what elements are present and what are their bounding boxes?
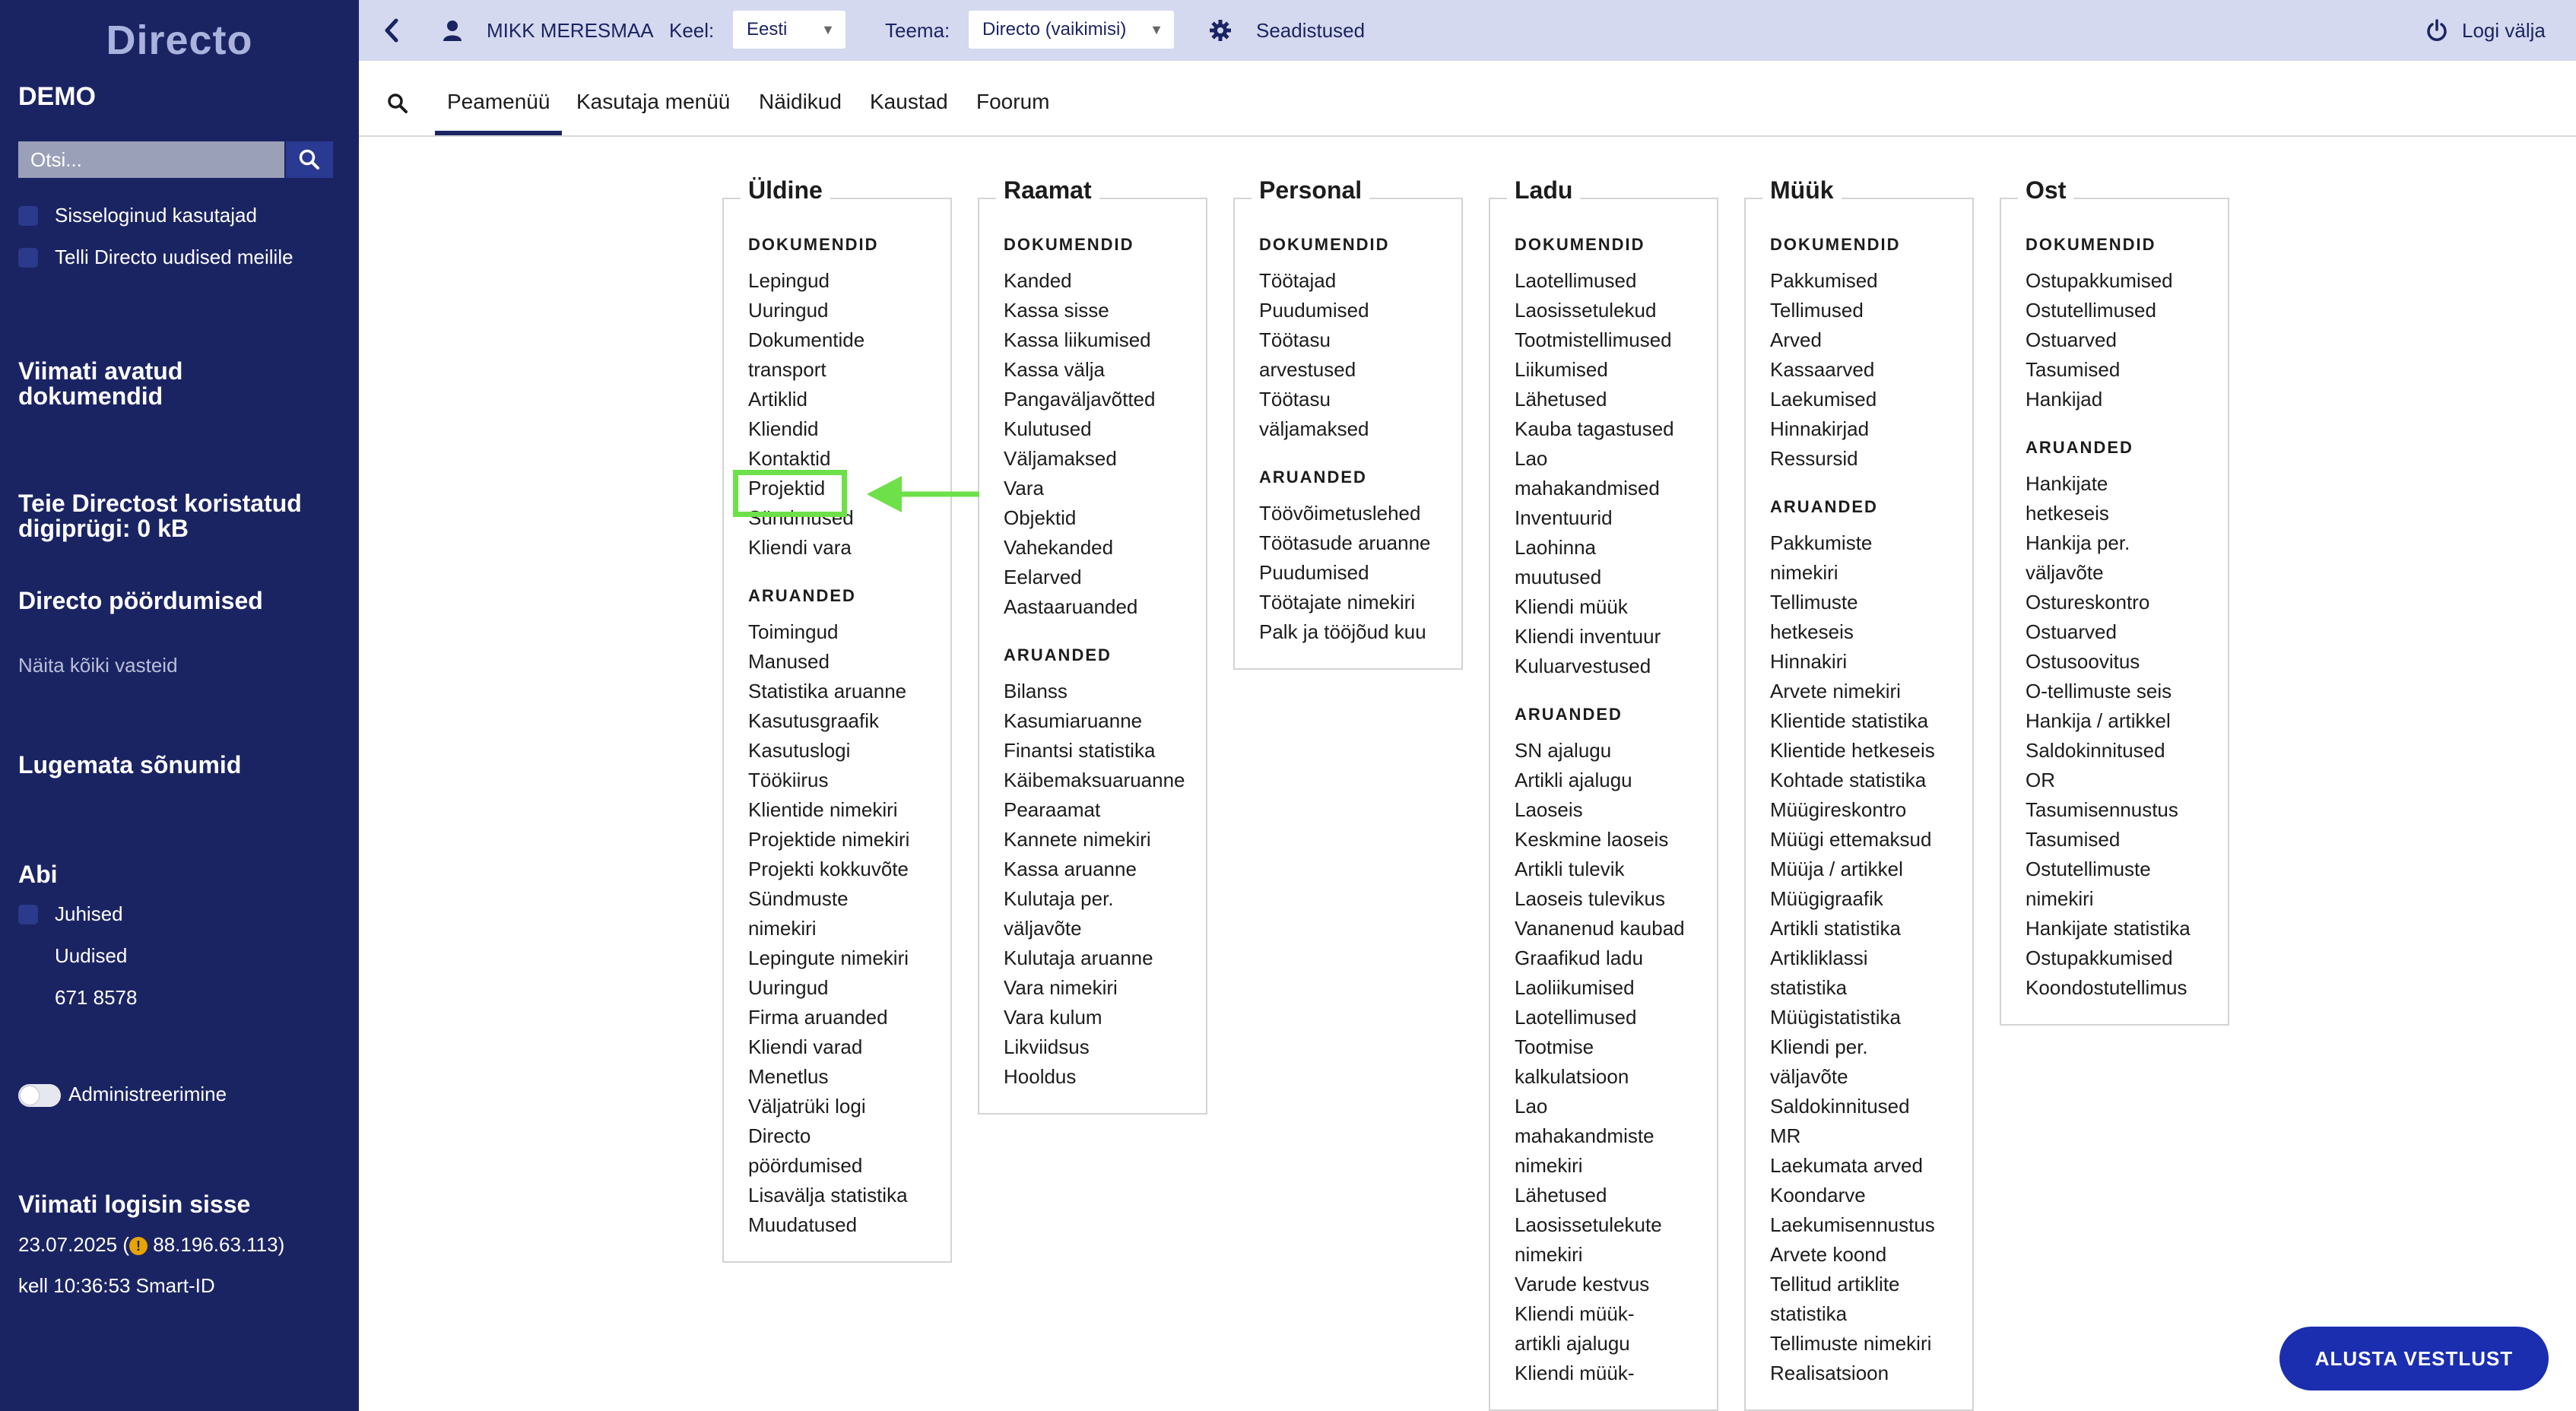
menu-item[interactable]: väljavõte bbox=[1004, 917, 1082, 940]
menu-item[interactable]: väljavõte bbox=[2026, 561, 2104, 584]
menu-item[interactable]: Töökiirus bbox=[748, 769, 829, 791]
menu-item[interactable]: nimekiri bbox=[2026, 887, 2094, 910]
search-icon bbox=[386, 92, 409, 115]
start-chat-button[interactable]: ALUSTA VESTLUST bbox=[2279, 1327, 2549, 1390]
help-guides-link[interactable] bbox=[18, 902, 123, 926]
menu-item[interactable]: OR bbox=[2026, 769, 2055, 791]
menu-item[interactable]: Kliendi müük- bbox=[1515, 1362, 1635, 1384]
menu-item[interactable]: Ostusoovitus bbox=[2026, 650, 2140, 673]
menu-item[interactable]: Firma aruanded bbox=[748, 1006, 888, 1029]
menu-item[interactable]: Vara bbox=[1004, 477, 1044, 499]
menu-item[interactable]: Ressursid bbox=[1770, 447, 1858, 470]
menu-item[interactable]: Hinnakiri bbox=[1770, 650, 1848, 673]
menu-item[interactable]: Palk ja tööjõud kuu bbox=[1259, 620, 1426, 643]
menu-item[interactable]: Müügireskontro bbox=[1770, 798, 1907, 821]
menu-item[interactable]: Tasumised bbox=[2026, 358, 2121, 381]
menu-item[interactable]: Laohinna bbox=[1515, 536, 1596, 559]
menu-item[interactable]: Töötajate nimekiri bbox=[1259, 591, 1416, 614]
menu-item[interactable]: Saldokinnitused bbox=[2026, 739, 2165, 762]
logout-link[interactable] bbox=[2425, 0, 2546, 61]
menu-item[interactable]: Arved bbox=[1770, 328, 1822, 351]
menu-item[interactable]: Kulutused bbox=[1004, 417, 1092, 440]
user-name[interactable]: MIKK MERESMAA bbox=[487, 18, 654, 42]
menu-item[interactable]: Kassa liikumised bbox=[1004, 328, 1151, 351]
help-news-link[interactable] bbox=[18, 944, 127, 968]
menu-item[interactable]: Kassaarved bbox=[1770, 358, 1875, 381]
menu-item[interactable]: nimekiri bbox=[1515, 1243, 1583, 1266]
section-heading: DOKUMENDID bbox=[1770, 235, 1901, 254]
menu-item[interactable]: Klientide hetkeseis bbox=[1770, 739, 1935, 762]
logged-in-users-label: Sisseloginud kasutajad bbox=[55, 204, 257, 227]
section-heading: DOKUMENDID bbox=[1004, 235, 1134, 254]
menu-item[interactable]: Hankijad bbox=[2026, 388, 2103, 411]
menu-item[interactable]: Laosissetulekud bbox=[1515, 299, 1657, 322]
menu-item[interactable]: Kliendi müük- bbox=[1515, 1302, 1635, 1325]
menu-item[interactable]: Kauba tagastused bbox=[1515, 417, 1674, 440]
section-heading: ARUANDED bbox=[1770, 497, 1878, 516]
help-phone-link[interactable] bbox=[18, 986, 137, 1010]
search-input[interactable]: Otsi... bbox=[18, 141, 284, 178]
menu-item[interactable]: Pangaväljavõtted bbox=[1004, 388, 1156, 411]
info-icon: ! bbox=[129, 1237, 148, 1255]
menu-item[interactable]: statistika bbox=[1770, 1302, 1848, 1325]
menu-item[interactable]: Toimingud bbox=[748, 620, 839, 643]
menu-item[interactable]: Sündmuste bbox=[748, 887, 849, 910]
menu-item[interactable]: Artikli statistika bbox=[1770, 917, 1901, 940]
phone-icon bbox=[18, 988, 38, 1008]
help-title: Abi bbox=[18, 861, 58, 888]
menu-item[interactable]: Müügistatistika bbox=[1770, 1006, 1901, 1029]
menu-item[interactable]: hetkeseis bbox=[2026, 502, 2109, 525]
column-title: Üldine bbox=[741, 176, 830, 205]
menu-item[interactable]: Artikli tulevik bbox=[1515, 858, 1625, 880]
menu-item[interactable]: Müügi ettemaksud bbox=[1770, 828, 1932, 851]
column-title: Müük bbox=[1762, 176, 1842, 205]
menu-item[interactable]: Keskmine laoseis bbox=[1515, 828, 1669, 851]
users-icon bbox=[18, 206, 38, 226]
language-select[interactable] bbox=[733, 11, 845, 49]
menu-item[interactable]: Arvete koond bbox=[1770, 1243, 1887, 1266]
news-icon bbox=[18, 946, 38, 966]
menu-item[interactable]: Hooldus bbox=[1004, 1065, 1077, 1088]
requests-link[interactable]: Näita kõiki vasteid bbox=[18, 654, 178, 677]
menu-item[interactable]: Projekti kokkuvõte bbox=[748, 858, 909, 880]
menu-item[interactable]: kalkulatsioon bbox=[1515, 1065, 1629, 1088]
book-icon bbox=[18, 905, 38, 924]
back-button[interactable] bbox=[382, 0, 401, 61]
menu-item[interactable]: Kulutaja aruanne bbox=[1004, 946, 1153, 969]
menu-item[interactable]: Lähetused bbox=[1515, 1184, 1607, 1206]
menu-item[interactable]: Manused bbox=[748, 650, 830, 673]
section-heading: ARUANDED bbox=[1004, 645, 1112, 664]
last-login-line bbox=[18, 1233, 284, 1257]
menu-item[interactable]: Laoliikumised bbox=[1515, 976, 1635, 999]
search-icon bbox=[298, 148, 321, 171]
menu-item[interactable]: hetkeseis bbox=[1770, 620, 1854, 643]
menu-item[interactable]: Hankijate bbox=[2026, 472, 2108, 495]
menu-item[interactable]: Kliendi vara bbox=[748, 536, 852, 559]
menu-item[interactable]: pöördumised bbox=[748, 1154, 863, 1177]
admin-toggle[interactable] bbox=[18, 1083, 227, 1107]
menu-item[interactable]: Finantsi statistika bbox=[1004, 739, 1156, 762]
menu-item[interactable]: Eelarved bbox=[1004, 566, 1082, 588]
language-label: Keel: bbox=[669, 18, 715, 42]
menu-item[interactable]: Ostupakkumised bbox=[2026, 269, 2173, 292]
menu-item[interactable]: Lepingud bbox=[748, 269, 830, 292]
column-title: Personal bbox=[1252, 176, 1369, 205]
menu-item[interactable]: Dokumentide bbox=[748, 328, 865, 351]
menu-item[interactable]: Realisatsioon bbox=[1770, 1362, 1889, 1384]
menu-item[interactable]: Bilanss bbox=[1004, 680, 1068, 702]
menu-item[interactable]: Ostutellimused bbox=[2026, 299, 2156, 322]
requests-title: Directo pöördumised bbox=[18, 587, 263, 614]
menu-item[interactable]: Lisavälja statistika bbox=[748, 1184, 908, 1206]
theme-value: Directo (vaikimisi) bbox=[982, 19, 1127, 40]
column-title: Ladu bbox=[1507, 176, 1580, 205]
menu-item[interactable]: Klientide nimekiri bbox=[748, 798, 898, 821]
section-heading: ARUANDED bbox=[2026, 438, 2133, 457]
admin-label: Administreerimine bbox=[68, 1083, 227, 1105]
menu-item[interactable]: Kasutusgraafik bbox=[748, 709, 879, 732]
menu-item[interactable]: Varude kestvus bbox=[1515, 1273, 1650, 1295]
section-heading: DOKUMENDID bbox=[748, 235, 879, 254]
tab-folders[interactable]: Kaustad bbox=[870, 90, 948, 113]
menu-item[interactable]: Laosissetulekute bbox=[1515, 1213, 1662, 1236]
menu-item[interactable]: Laekumata arved bbox=[1770, 1154, 1923, 1177]
menu-item[interactable]: Vara nimekiri bbox=[1004, 976, 1118, 999]
menu-item[interactable]: mahakandmiste bbox=[1515, 1124, 1654, 1147]
menu-item[interactable]: Menetlus bbox=[748, 1065, 829, 1088]
menu-item[interactable]: Graafikud ladu bbox=[1515, 946, 1644, 969]
menu-item[interactable]: Directo bbox=[748, 1124, 811, 1147]
menu-item[interactable]: Koondostutellimus bbox=[2026, 976, 2187, 999]
language-value: Eesti bbox=[747, 19, 788, 40]
menu-item[interactable]: Vara kulum bbox=[1004, 1006, 1102, 1029]
menu-item[interactable]: muutused bbox=[1515, 566, 1602, 588]
menu-item[interactable]: Tootmise bbox=[1515, 1035, 1594, 1058]
help-guides-label: Juhised bbox=[55, 902, 123, 925]
menu-item[interactable]: MR bbox=[1770, 1124, 1801, 1147]
menu-column-uldine bbox=[722, 176, 952, 1263]
search-toggle[interactable] bbox=[386, 61, 409, 135]
section-heading: ARUANDED bbox=[1515, 705, 1623, 724]
menu-item[interactable]: Ostureskontro bbox=[2026, 591, 2150, 614]
menu-item[interactable]: Kassa sisse bbox=[1004, 299, 1109, 322]
menu-item[interactable]: Pakkumised bbox=[1770, 269, 1878, 292]
newsletter-link[interactable] bbox=[18, 246, 293, 269]
menu-item[interactable]: Laotellimused bbox=[1515, 269, 1637, 292]
recent-docs-title: Viimati avatud dokumendid bbox=[18, 357, 183, 410]
menu-item[interactable]: Hankija per. bbox=[2026, 531, 2130, 554]
newsletter-label: Telli Directo uudised meilile bbox=[55, 246, 293, 268]
menu-item[interactable]: artikli ajalugu bbox=[1515, 1332, 1630, 1355]
menu-item[interactable]: Artikli ajalugu bbox=[1515, 769, 1632, 791]
menu-item[interactable]: Väljamaksed bbox=[1004, 447, 1117, 470]
menu-item[interactable]: Töötasu bbox=[1259, 388, 1331, 411]
menu-column-ost bbox=[2000, 176, 2229, 1026]
logout-label: Logi välja bbox=[2462, 18, 2546, 42]
messages-title: Lugemata sõnumid bbox=[18, 751, 242, 778]
theme-select[interactable] bbox=[969, 11, 1174, 49]
menu-column-muuk bbox=[1744, 176, 1974, 1411]
menu-item[interactable]: Kliendi varad bbox=[748, 1035, 863, 1058]
menu-item[interactable]: Tellimuste bbox=[1770, 591, 1858, 614]
section-heading: DOKUMENDID bbox=[1259, 235, 1390, 254]
menu-item[interactable]: Käibemaksuaruanne bbox=[1004, 769, 1185, 791]
menu-item[interactable]: Projektide nimekiri bbox=[748, 828, 910, 851]
menu-item[interactable]: Ostupakkumised bbox=[2026, 946, 2173, 969]
menu-item[interactable]: nimekiri bbox=[1515, 1154, 1583, 1177]
last-login-date: 23.07.2025 ( bbox=[18, 1233, 130, 1256]
menu-item[interactable]: Projektid bbox=[748, 477, 826, 499]
menu-item[interactable]: Hinnakirjad bbox=[1770, 417, 1870, 440]
top-bar bbox=[359, 0, 2576, 61]
nav-bar bbox=[359, 61, 2576, 137]
menu-item[interactable]: Ostuarved bbox=[2026, 620, 2117, 643]
tab-user-menu[interactable]: Kasutaja menüü bbox=[576, 90, 731, 113]
menu-item[interactable]: Kliendi müük bbox=[1515, 595, 1628, 618]
menu-item[interactable]: Tellimused bbox=[1770, 299, 1864, 322]
tab-indicators[interactable]: Näidikud bbox=[759, 90, 842, 113]
menu-item[interactable]: Liikumised bbox=[1515, 358, 1608, 381]
menu-item[interactable]: Laotellimused bbox=[1515, 1006, 1637, 1029]
last-login-ip: 88.196.63.113) bbox=[153, 1233, 285, 1256]
menu-item[interactable]: Puudumised bbox=[1259, 561, 1369, 584]
menu-item[interactable]: transport bbox=[748, 358, 826, 381]
menu-item[interactable]: SN ajalugu bbox=[1515, 739, 1612, 762]
menu-item[interactable]: arvestused bbox=[1259, 358, 1356, 381]
menu-item[interactable]: Kassa aruanne bbox=[1004, 858, 1137, 880]
menu-item[interactable]: Hankijate statistika bbox=[2026, 917, 2191, 940]
menu-item[interactable]: Kuluarvestused bbox=[1515, 655, 1651, 677]
help-phone-label: 671 8578 bbox=[55, 986, 138, 1009]
menu-item[interactable]: Kliendid bbox=[748, 417, 819, 440]
menu-item[interactable]: Ostuarved bbox=[2026, 328, 2117, 351]
menu-item[interactable]: Töövõimetuslehed bbox=[1259, 502, 1421, 525]
menu-item[interactable]: Hankija / artikkel bbox=[2026, 709, 2171, 732]
last-login-title: Viimati logisin sisse bbox=[18, 1191, 251, 1218]
highlight-box bbox=[733, 470, 847, 517]
menu-item[interactable]: Objektid bbox=[1004, 506, 1077, 529]
settings-link[interactable] bbox=[1209, 0, 1365, 61]
menu-item[interactable]: Lao bbox=[1515, 1095, 1548, 1118]
menu-item[interactable]: Saldokinnitused bbox=[1770, 1095, 1910, 1118]
menu-item[interactable]: Vahekanded bbox=[1004, 536, 1114, 559]
gear-icon bbox=[1209, 19, 1232, 42]
section-heading: ARUANDED bbox=[1259, 468, 1367, 487]
menu-item[interactable]: Ostutellimuste bbox=[2026, 858, 2151, 880]
menu-item[interactable]: Kohtade statistika bbox=[1770, 769, 1927, 791]
menu-item[interactable]: Lähetused bbox=[1515, 388, 1607, 411]
menu-item[interactable]: Tellitud artiklite bbox=[1770, 1273, 1900, 1295]
menu-column-personal bbox=[1233, 176, 1463, 670]
section-heading: ARUANDED bbox=[748, 586, 856, 605]
column-title: Raamat bbox=[996, 176, 1099, 205]
menu-item[interactable]: Lao bbox=[1515, 447, 1548, 470]
menu-item[interactable]: O-tellimuste seis bbox=[2026, 680, 2172, 702]
menu-item[interactable]: väljavõte bbox=[1770, 1065, 1848, 1088]
menu-column-raamat bbox=[978, 176, 1207, 1115]
menu-item[interactable]: Likviidsus bbox=[1004, 1035, 1090, 1058]
tab-main-menu[interactable]: Peamenüü bbox=[435, 61, 562, 135]
menu-item[interactable]: Laekumised bbox=[1770, 388, 1877, 411]
menu-item[interactable]: Kliendi inventuur bbox=[1515, 625, 1661, 648]
search-button[interactable] bbox=[286, 141, 333, 178]
menu-item[interactable]: Laoseis bbox=[1515, 798, 1583, 821]
logged-in-users-link[interactable] bbox=[18, 204, 257, 227]
menu-item[interactable]: Tasumisennustus bbox=[2026, 798, 2178, 821]
power-icon bbox=[2425, 19, 2448, 42]
menu-item[interactable]: Artikliklassi bbox=[1770, 946, 1868, 969]
menu-item[interactable]: Lepingute nimekiri bbox=[748, 946, 909, 969]
menu-item[interactable]: Sündmused bbox=[748, 506, 854, 529]
menu-item[interactable]: Laoseis tulevikus bbox=[1515, 887, 1665, 910]
menu-item[interactable]: Klientide statistika bbox=[1770, 709, 1929, 732]
menu-item[interactable]: Kliendi per. bbox=[1770, 1035, 1868, 1058]
last-login-time: kell 10:36:53 Smart-ID bbox=[18, 1274, 215, 1297]
menu-item[interactable]: Artiklid bbox=[748, 388, 808, 411]
column-title: Ost bbox=[2018, 176, 2073, 205]
menu-item[interactable]: Tasumised bbox=[2026, 828, 2121, 851]
settings-label: Seadistused bbox=[1256, 18, 1366, 42]
menu-item[interactable]: Puudumised bbox=[1259, 299, 1369, 322]
menu-item[interactable]: statistika bbox=[1770, 976, 1848, 999]
menu-item[interactable]: Müügigraafik bbox=[1770, 887, 1883, 910]
menu-column-ladu bbox=[1489, 176, 1718, 1411]
menu-item[interactable]: Kasumiaruanne bbox=[1004, 709, 1143, 732]
sidebar bbox=[0, 0, 359, 1411]
menu-item[interactable]: Statistika aruanne bbox=[748, 680, 907, 702]
menu-item[interactable]: nimekiri bbox=[748, 917, 817, 940]
menu-item[interactable]: Müüja / artikkel bbox=[1770, 858, 1903, 880]
menu-item[interactable]: Uuringud bbox=[748, 976, 829, 999]
menu-item[interactable]: Töötasude aruanne bbox=[1259, 531, 1431, 554]
section-heading: DOKUMENDID bbox=[2026, 235, 2156, 254]
menu-item[interactable]: mahakandmised bbox=[1515, 477, 1660, 499]
chevron-left-icon bbox=[382, 17, 401, 43]
menu-item[interactable]: Töötasu bbox=[1259, 328, 1331, 351]
section-heading: DOKUMENDID bbox=[1515, 235, 1645, 254]
menu-item[interactable]: Pakkumiste bbox=[1770, 531, 1873, 554]
arrow-left-icon bbox=[867, 471, 981, 517]
menu-item[interactable]: Kanded bbox=[1004, 269, 1072, 292]
menu-item[interactable]: Aastaaruanded bbox=[1004, 595, 1138, 618]
user-icon bbox=[443, 20, 462, 41]
menu-item[interactable]: Töötajad bbox=[1259, 269, 1337, 292]
menu-item[interactable]: Inventuurid bbox=[1515, 506, 1613, 529]
menu-item[interactable]: Kontaktid bbox=[748, 447, 831, 470]
menu-item[interactable]: Pearaamat bbox=[1004, 798, 1101, 821]
menu-item[interactable]: Vananenud kaubad bbox=[1515, 917, 1685, 940]
help-news-label: Uudised bbox=[55, 944, 128, 967]
menu-item[interactable]: Kasutuslogi bbox=[748, 739, 851, 762]
theme-label: Teema: bbox=[885, 18, 950, 42]
menu-item[interactable]: väljamaksed bbox=[1259, 417, 1369, 440]
trash-title: Teie Directost koristatud digiprügi: 0 kB bbox=[18, 490, 302, 542]
menu-item[interactable]: Kulutaja per. bbox=[1004, 887, 1114, 910]
menu-item[interactable]: Uuringud bbox=[748, 299, 829, 322]
toggle-switch[interactable] bbox=[18, 1084, 61, 1107]
caret-down-icon: ▼ bbox=[821, 21, 835, 37]
menu-item[interactable]: Kassa välja bbox=[1004, 358, 1105, 381]
menu-item[interactable]: Laekumisennustus bbox=[1770, 1213, 1935, 1236]
mail-icon bbox=[18, 248, 38, 268]
menu-item[interactable]: Arvete nimekiri bbox=[1770, 680, 1901, 702]
menu-item[interactable]: Väljatrüki logi bbox=[748, 1095, 866, 1118]
tab-forum[interactable]: Foorum bbox=[976, 90, 1050, 113]
menu-item[interactable]: Muudatused bbox=[748, 1213, 858, 1236]
directo-logo[interactable]: Directo bbox=[106, 17, 253, 63]
menu-item[interactable]: Tellimuste nimekiri bbox=[1770, 1332, 1932, 1355]
menu-item[interactable]: Koondarve bbox=[1770, 1184, 1866, 1206]
user-icon-wrap[interactable] bbox=[443, 0, 462, 61]
company-name: DEMO bbox=[18, 82, 96, 111]
menu-item[interactable]: Tootmistellimused bbox=[1515, 328, 1672, 351]
menu-item[interactable]: Kannete nimekiri bbox=[1004, 828, 1151, 851]
caret-down-icon: ▼ bbox=[1150, 21, 1163, 37]
menu-item[interactable]: nimekiri bbox=[1770, 561, 1838, 584]
